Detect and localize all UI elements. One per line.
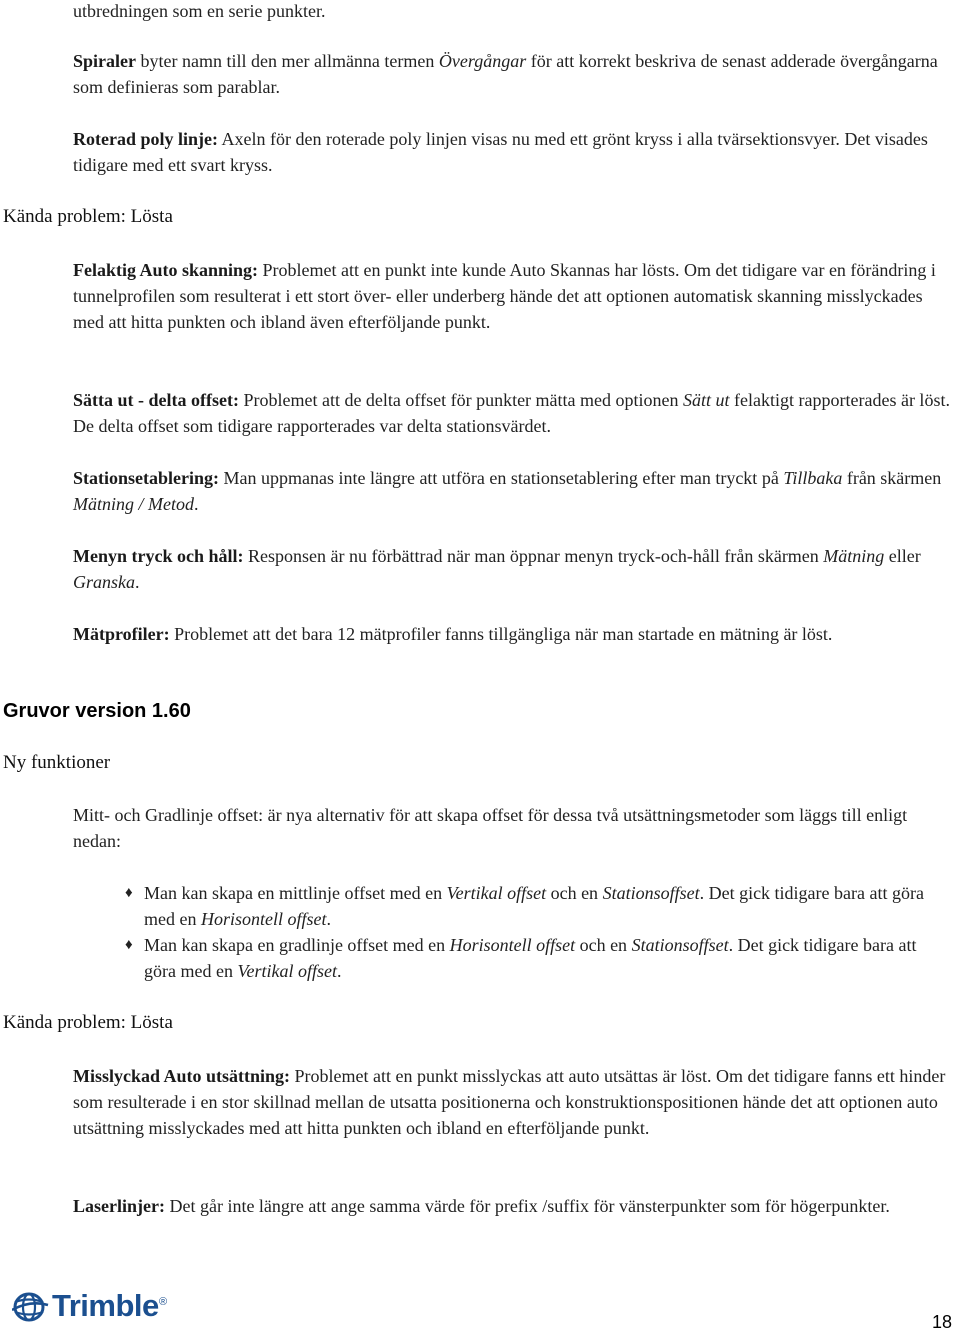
paragraph-text: Problemet att de delta offset för punkter mätta med optionen [238,390,684,410]
term-label: Roterad poly linje: [73,129,218,149]
italic-term: Mätning / Metod [73,494,194,514]
diamond-bullet-icon: ♦ [125,885,133,901]
section-heading-known-issues: Kända problem: Lösta [3,1012,173,1033]
paragraph-text: felaktigt rapporterades är löst. De delta offset som tidigare rapporterades var delta stationsvärdet. [73,390,950,436]
paragraph-text: Problemet att en punkt inte kunde Auto Skannas har lösts. Om det tidigare var en förändring i tunnelprofilen som resulterat i ett stort över- eller underberg hände det att optionen automatisk skanning misslyckades med att hitta punkten och ibland även efterföljande punkt. [73,260,936,332]
paragraph-text: . [193,494,199,514]
italic-term: Granska [73,572,135,592]
paragraph-text: Man kan skapa en gradlinje offset med en [144,935,450,955]
diamond-bullet-icon: ♦ [125,937,133,953]
paragraph-text: för att korrekt beskriva de senast adderade övergångarna som definieras som parablar. [73,51,938,97]
term-label: Felaktig Auto skanning: [73,260,259,280]
italic-term: Horisontell offset [200,909,327,929]
paragraph-text: Mitt- och Gradlinje offset: är nya alternativ för att skapa offset för dessa två utsättningsmetoder som läggs till enligt nedan: [73,805,908,851]
paragraph-text: och en [546,883,603,903]
subsection-heading-new-features: Ny funktioner [3,752,111,773]
list-item [125,932,925,984]
paragraph-text: Man uppmanas inte längre att utföra en stationsetablering efter man tryckt på [219,468,784,488]
paragraph-text: Problemet att en punkt misslyckas att auto utsättas är löst. Om det tidigare fanns ett hinder som resulterade i en stor skillnad mellan de utsatta positionerna och konstruktionspositionen hände det att optionen auto utsättning misslyckades med att hitta punkten och ibland en efterföljande punkt. [73,1066,946,1138]
term-label: Spiraler [73,51,136,71]
logo-wordmark: Trimble [52,1288,159,1323]
paragraph-text: Problemet att det bara 12 mätprofiler fanns tillgängliga när man startade en mätning är löst. [169,624,833,644]
paragraph-text: . Det gick tidigare bara att göra med en [144,935,917,981]
term-label: Misslyckad Auto utsättning: [73,1066,291,1086]
italic-term: Övergångar [438,51,527,71]
paragraph-misslyckad-auto-utsattning [73,1063,958,1141]
section-heading-version: Gruvor version 1.60 [3,700,191,722]
trimble-logo [12,1286,182,1326]
italic-term: Stationsoffset [602,883,700,903]
italic-term: Mätning [823,546,885,566]
term-label: Stationsetablering: [73,468,219,488]
registered-mark: ® [159,1296,168,1308]
term-label: Menyn tryck och håll: [73,546,244,566]
paragraph-satta-ut-delta-offset [73,387,958,439]
list-item-text [144,880,924,932]
paragraph-matprofiler [73,621,958,647]
paragraph-text: från skärmen [842,468,942,488]
paragraph-text: Man kan skapa en mittlinje offset med en [144,883,447,903]
paragraph-text: eller [884,546,921,566]
paragraph-text: . Det gick tidigare bara att göra med en [144,883,924,929]
paragraph-stationsetablering [73,465,958,517]
globe-icon [12,1290,50,1324]
italic-term: Horisontell offset [449,935,576,955]
paragraph-spiraler [73,48,958,100]
italic-term: Stationsoffset [631,935,729,955]
paragraph-text: Responsen är nu förbättrad när man öppnar menyn tryck-och-håll från skärmen [243,546,824,566]
paragraph-text: . [135,572,140,592]
paragraph-text: och en [575,935,632,955]
italic-term: Vertikal offset [446,883,547,903]
section-heading-known-issues: Kända problem: Lösta [3,206,173,227]
page-number: 18 [931,1312,952,1332]
term-label: Sätta ut - delta offset: [73,390,239,410]
paragraph-text: byter namn till den mer allmänna termen [136,51,439,71]
paragraph-text: Det går inte längre att ange samma värde för prefix /suffix för vänsterpunkter som för högerpunkter. [164,1196,890,1216]
paragraph-menyn-tryck-och-hall [73,543,958,595]
italic-term: Tillbaka [783,468,843,488]
paragraph-continuation [73,0,958,24]
paragraph-offset-intro [73,802,958,854]
paragraph-laserlinjer [73,1193,958,1219]
term-label: Laserlinjer: [73,1196,165,1216]
list-item-text [144,932,924,984]
italic-term: Sätt ut [683,390,730,410]
list-item [125,880,925,932]
paragraph-text: . [336,961,342,981]
term-label: Mätprofiler: [73,624,170,644]
paragraph-text: Axeln för den roterade poly linjen visas nu med ett grönt kryss i alla tvärsektionsvyer. Det visades tidigare med ett svart kryss. [73,129,928,175]
paragraph-felaktig-auto-skanning [73,257,958,335]
paragraph-roterad-poly-linje [73,126,958,178]
italic-term: Vertikal offset [237,961,337,981]
paragraph-text: . [326,909,331,929]
paragraph-text: utbredningen som en serie punkter. [73,1,326,21]
